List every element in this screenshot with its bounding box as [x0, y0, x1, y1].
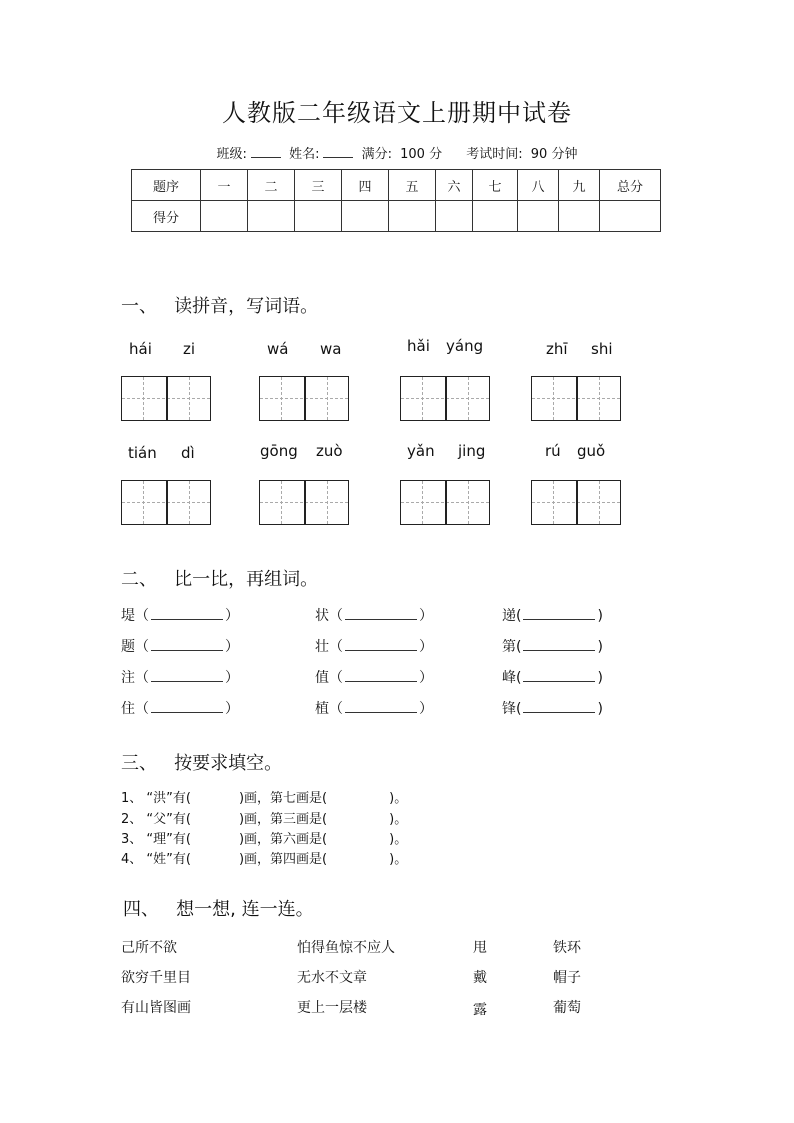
compare-item: 递( )	[502, 605, 603, 625]
section4-heading: 四、 想一想, 连一连。	[123, 899, 314, 920]
score-value-row	[132, 201, 661, 232]
item-char: “洪”有(	[146, 791, 191, 806]
match-item[interactable]: 欲穷千里目	[121, 970, 191, 986]
answer-blank[interactable]	[523, 667, 595, 682]
compare-char: 植	[315, 701, 329, 717]
pinyin: wá	[267, 340, 289, 358]
answer-blank[interactable]	[151, 698, 223, 713]
pinyin: hái	[129, 340, 152, 358]
score-table	[131, 169, 661, 232]
score-header-cell: 三	[295, 170, 342, 201]
compare-item: 堤（ ）	[121, 605, 239, 625]
score-header-cell: 题序	[132, 170, 201, 201]
pinyin: gōng	[260, 442, 298, 460]
writing-box[interactable]	[259, 376, 349, 421]
score-cell[interactable]	[201, 201, 248, 232]
name-field[interactable]	[323, 145, 353, 158]
class-field[interactable]	[251, 145, 281, 158]
writing-box[interactable]	[121, 376, 211, 421]
answer-blank[interactable]	[523, 698, 595, 713]
writing-box[interactable]	[400, 480, 490, 525]
full-score-value: 100 分	[400, 147, 443, 162]
pinyin: rú	[545, 442, 561, 460]
match-item[interactable]: 帽子	[553, 970, 581, 986]
compare-item: 植（ ）	[315, 698, 433, 718]
compare-char: 峰	[502, 670, 516, 686]
pinyin: zhī	[546, 340, 568, 358]
item-end: )。	[389, 832, 408, 847]
score-cell[interactable]	[342, 201, 389, 232]
score-cell[interactable]	[248, 201, 295, 232]
item-char: “父”有(	[146, 812, 191, 827]
score-cell[interactable]	[473, 201, 518, 232]
answer-blank[interactable]	[345, 667, 417, 682]
compare-char: 值	[315, 670, 329, 686]
writing-box[interactable]	[531, 480, 621, 525]
exam-info	[0, 143, 794, 162]
item-char: “理”有(	[146, 832, 191, 847]
answer-blank[interactable]	[151, 667, 223, 682]
score-header-cell: 四	[342, 170, 389, 201]
item-char: “姓”有(	[146, 852, 191, 867]
score-cell[interactable]	[295, 201, 342, 232]
compare-char: 题	[121, 639, 135, 655]
compare-item: 峰( )	[502, 667, 603, 687]
pinyin: zuò	[316, 442, 343, 460]
item-number: 4、	[121, 852, 143, 867]
score-cell[interactable]	[436, 201, 473, 232]
fill-item	[121, 808, 407, 827]
pinyin: zi	[183, 340, 196, 358]
answer-blank[interactable]	[345, 636, 417, 651]
compare-char: 堤	[121, 608, 135, 624]
match-item[interactable]: 己所不欲	[121, 940, 177, 956]
section2-heading: 二、 比一比，再组词。	[121, 569, 319, 590]
pinyin: yǎn	[407, 442, 435, 460]
item-number: 3、	[121, 832, 143, 847]
pinyin: jing	[458, 442, 486, 460]
answer-blank[interactable]	[151, 636, 223, 651]
full-score-label: 满分:	[361, 147, 392, 162]
item-mid: )画，第七画是(	[238, 791, 328, 806]
page-title: 人教版二年级语文上册期中试卷	[222, 99, 572, 127]
item-number: 1、	[121, 791, 143, 806]
score-header-cell: 一	[201, 170, 248, 201]
time-label: 考试时间:	[466, 147, 523, 162]
compare-char: 住	[121, 701, 135, 717]
match-item[interactable]: 甩	[473, 940, 487, 956]
class-label: 班级:	[216, 147, 247, 162]
compare-item: 锋( )	[502, 698, 603, 718]
answer-blank[interactable]	[151, 605, 223, 620]
score-cell[interactable]	[518, 201, 559, 232]
compare-char: 锋	[502, 701, 516, 717]
score-header-cell: 二	[248, 170, 295, 201]
answer-blank[interactable]	[523, 605, 595, 620]
compare-item: 值（ ）	[315, 667, 433, 687]
fill-item	[121, 828, 407, 847]
match-item[interactable]: 葡萄	[553, 1000, 581, 1016]
match-item[interactable]: 更上一层楼	[297, 1000, 367, 1016]
item-mid: )画，第六画是(	[238, 832, 328, 847]
score-row-label: 得分	[132, 201, 201, 232]
compare-item: 住（ ）	[121, 698, 239, 718]
pinyin: shi	[591, 340, 613, 358]
item-number: 2、	[121, 812, 143, 827]
answer-blank[interactable]	[523, 636, 595, 651]
pinyin: dì	[181, 444, 195, 462]
match-item[interactable]: 怕得鱼惊不应人	[297, 940, 395, 956]
writing-box[interactable]	[400, 376, 490, 421]
pinyin: hǎi	[407, 337, 430, 355]
compare-char: 壮	[315, 639, 329, 655]
compare-item: 状（ ）	[315, 605, 433, 625]
score-header-cell: 七	[473, 170, 518, 201]
compare-item: 壮（ ）	[315, 636, 433, 656]
item-mid: )画，第三画是(	[238, 812, 328, 827]
score-header-row	[132, 170, 661, 201]
section1-heading: 一、 读拼音，写词语。	[121, 296, 319, 317]
item-end: )。	[389, 812, 408, 827]
writing-box[interactable]	[259, 480, 349, 525]
match-item[interactable]: 无水不文章	[297, 970, 367, 986]
compare-char: 状	[315, 608, 329, 624]
fill-item	[121, 787, 407, 806]
answer-blank[interactable]	[345, 605, 417, 620]
time-value: 90 分钟	[530, 147, 578, 162]
item-mid: )画，第四画是(	[238, 852, 328, 867]
score-header-cell: 六	[436, 170, 473, 201]
score-cell[interactable]	[559, 201, 600, 232]
writing-box[interactable]	[531, 376, 621, 421]
compare-item: 注（ ）	[121, 667, 239, 687]
score-cell[interactable]	[600, 201, 661, 232]
section3-heading: 三、 按要求填空。	[121, 753, 283, 774]
score-cell[interactable]	[389, 201, 436, 232]
item-end: )。	[389, 791, 408, 806]
pinyin: guǒ	[577, 442, 606, 460]
pinyin: tián	[128, 444, 157, 462]
pinyin: yáng	[446, 337, 484, 355]
name-label: 姓名:	[289, 147, 320, 162]
score-header-cell: 总分	[600, 170, 661, 201]
compare-item: 第( )	[502, 636, 603, 656]
item-end: )。	[389, 852, 408, 867]
match-item[interactable]: 戴	[473, 970, 487, 986]
compare-char: 递	[502, 608, 516, 624]
answer-blank[interactable]	[345, 698, 417, 713]
match-item[interactable]: 铁环	[553, 940, 581, 956]
writing-box[interactable]	[121, 480, 211, 525]
compare-item: 题（ ）	[121, 636, 239, 656]
match-item[interactable]: 露	[473, 1002, 487, 1018]
compare-char: 注	[121, 670, 135, 686]
fill-item	[121, 848, 407, 867]
score-header-cell: 九	[559, 170, 600, 201]
score-header-cell: 五	[389, 170, 436, 201]
pinyin: wa	[320, 340, 342, 358]
match-item[interactable]: 有山皆图画	[121, 1000, 191, 1016]
compare-char: 第	[502, 639, 516, 655]
score-header-cell: 八	[518, 170, 559, 201]
